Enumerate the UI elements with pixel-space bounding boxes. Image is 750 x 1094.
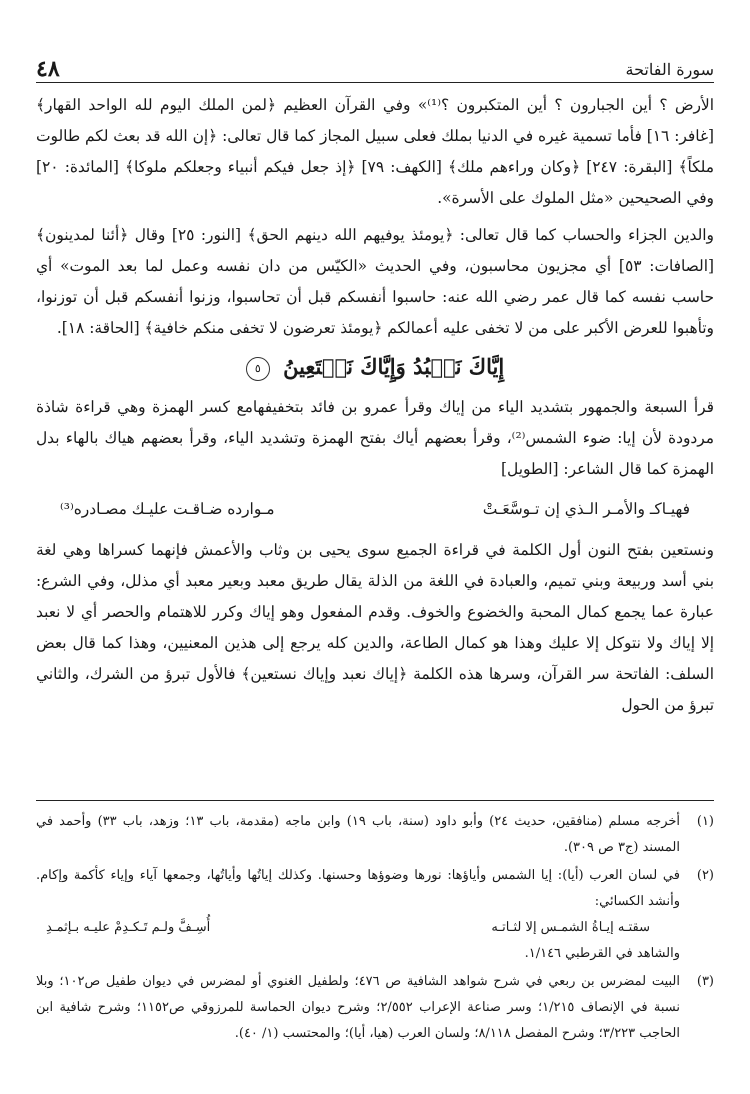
paragraph-2: والدين الجزاء والحساب كما قال تعالى: ﴿يومئذ يوفيهم الله دينهم الحق﴾ [النور: ٢٥] وقال ﴿أئنا لمدينون﴾ [الصافات: ٥٣] أي مجزيون محاسبون، وفي الحديث «الكيّس من دان نفسه وعمل لما بعد الموت» أي حاسب نفسه كما قال عمر رضي الله عنه: حاسبوا أنفسكم قبل أن تحاسبوا، وزنوا أنفسكم قبل أن توزنوا، وتأهبوا للعرض الأكبر على من لا تخفى عليه أعمالكم ﴿يومئذ تعرضون لا تخفى منكم خافية﴾ [الحاقة: ١٨]. — [36, 226, 714, 337]
footnote-after: والشاهد في القرطبي ١/١٤٦. — [524, 946, 680, 961]
sura-title: سورة الفاتحة — [625, 60, 714, 79]
footnote-text: في لسان العرب (أيا): إيا الشمس وأياؤها: نورها وضوؤها وحسنها. وكذلك إياتُها وأياتُها، وجمعها آياء وإياء كأكمة وإكام. وأنشد الكسائي: — [36, 868, 680, 909]
footnote-text: البيت لمضرس بن ربعي في شرح شواهد الشافية ص ٤٧٦؛ ولطفيل الغنوي أو لمضرس في ديوان طفيل ص١٠٢؛ وبلا نسبة في الإنصاف ١/٢١٥؛ وسر صناعة الإعراب ٢/٥٥٢؛ وشرح ديوان الحماسة للمرزوقي ص١١٥٢؛ وشرح شافية ابن الحاجب ٣/٢٢٣؛ وشرح المفصل ٨/١١٨؛ ولسان العرب (هيا، أيا)؛ والمحتسب (١/ ٤٠). — [36, 974, 680, 1041]
footnote-3 — [36, 969, 714, 1047]
paragraph-1: الأرض ؟ أين الجبارون ؟ أين المتكبرون ؟⁽¹⁾» وفي القرآن العظيم ﴿لمن الملك اليوم لله الواحد القهار﴾ [غافر: ١٦] فأما تسمية غيره في الدنيا بملك فعلى سبيل المجاز كما قال تعالى: ﴿إن الله قد بعث لكم طالوت ملكاً﴾ [البقرة: ٢٤٧] ﴿وكان وراءهم ملك﴾ [الكهف: ٧٩] ﴿إذ جعل فيكم أنبياء وجعلكم ملوكا﴾ [المائدة: ٢٠] وفي الصحيحين «مثل الملوك على الأسرة». — [36, 96, 714, 207]
footnote-body — [36, 863, 680, 967]
footnote-poem — [36, 915, 680, 941]
poem-second-hemistich: مـوارده ضـاقـت عليـك مصـادره⁽³⁾ — [60, 500, 275, 518]
poem-verse — [36, 489, 714, 529]
footnote-text: أخرجه مسلم (منافقين، حديث ٢٤) وأبو داود (سنة، باب ١٩) وابن ماجه (مقدمة، باب ١٣؛ وزهد، باب ٣٣) وأحمد في المسند (ج٣ ص ٣٠٩). — [36, 814, 681, 855]
verse-number-marker: ٥ — [246, 357, 270, 381]
running-header — [36, 54, 714, 83]
poem-first-hemistich: فهيـاكـ والأمـر الـذي إن تـوسَّعَـتْ — [482, 500, 690, 518]
main-text — [36, 90, 714, 721]
footnote-poem-second: أُسِـفَّ ولـم تَـكـدِمْ عليـه بـإثمـدِ — [46, 920, 211, 935]
footnote-number: (٣) — [696, 974, 714, 989]
paragraph-4: ونستعين بفتح النون أول الكلمة في قراءة الجميع سوى يحيى بن وثاب والأعمش فإنهما كسراها وهي لغة بني أسد وربيعة وبني تميم، والعبادة في اللغة من الذلة يقال طريق معبد وبعير معبد أي مذلل، وفي الشرع: عبارة عما يجمع كمال المحبة والخضوع والخوف. وقدم المفعول وهو إياك وكرر للاهتمام والحصر أي لا نعبد إلا إياك ولا نتوكل إلا عليك وهذا هو كمال الطاعة، والدين كله يرجع إلى هذين المعنيين، وهذا كما قال بعض السلف: الفاتحة سر القرآن، وسرها هذه الكلمة ﴿إياك نعبد وإياك نستعين﴾ فالأول تبرؤ من الشرك، والثاني تبرؤ من الحول — [36, 541, 714, 714]
footnote-poem-first: سقتـه إيـاةُ الشمـس إلا لثـاتـه — [491, 920, 650, 935]
footnotes — [36, 800, 714, 1049]
footnote-2 — [36, 863, 714, 967]
footnote-1 — [36, 809, 714, 861]
verse-text: إِيَّاكَ نَعۡبُدُ وَإِيَّاكَ نَسۡتَعِينُ — [283, 354, 505, 379]
footnote-number: (٢) — [696, 868, 714, 883]
footnote-number: (١) — [696, 814, 714, 829]
page-number: ٤٨ — [36, 56, 60, 82]
paragraph-3: قرأ السبعة والجمهور بتشديد الياء من إياك وقرأ عمرو بن فائد بتخفيفهامع كسر الهمزة وهي قراءة شاذة مردودة لأن إيا: ضوء الشمس⁽²⁾، وقرأ بعضهم أياك بفتح الهمزة وتشديد الياء، وقرأ بعضهم هياك بالهاء بدل الهمزة كما قال الشاعر: [الطويل] — [36, 398, 714, 478]
quran-verse — [36, 346, 714, 388]
